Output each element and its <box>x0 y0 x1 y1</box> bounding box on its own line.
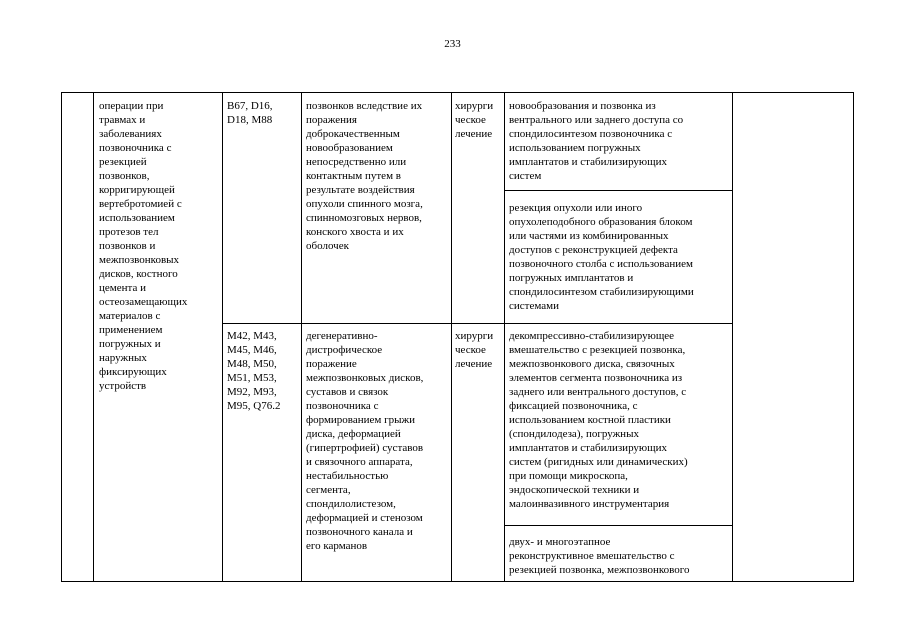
column-divider <box>93 93 94 581</box>
column-divider <box>451 93 452 581</box>
diagnosis-codes: В67, D16, D18, М88 <box>227 100 273 126</box>
diagnosis-codes: М42, М43, М45, М46, М48, М50, М51, М53, М92, М93, М95, Q76.2 <box>227 330 281 412</box>
column-divider <box>222 93 223 581</box>
operation-name: операции при травмах и заболеваниях позвоночника с резекцией позвонков, корригирующей вертебротомией с использованием протезов тел позвонков и межпозвонковых дисков, костного цемента и остеозамещающих материалов с применением погружных и наружных фиксирующих устройств <box>99 100 188 392</box>
treatment-method: двух- и многоэтапное реконструктивное вмешательство с резекцией позвонка, межпозвонкового <box>509 536 690 576</box>
treatment-method: декомпрессивно-стабилизирующее вмешательство с резекцией позвонка, межпозвонкового диска, связочных элементов сегмента позвоночника из заднего или вентрального доступов, с фиксацией позвоночника, с использованием костной пластики (спондилодеза), погружных имплантатов и стабилизирующих систем (ригидных или динамических) при помощи микроскопа, эндоскопической техники и малоинвазивного инструментария <box>509 330 688 510</box>
table <box>61 92 854 582</box>
treatment-method: новообразования и позвонка из вентрального или заднего доступа со спондилосинтезом позвоночника с использованием погружных имплантатов и стабилизирующих систем <box>509 100 684 182</box>
column-divider <box>732 93 733 581</box>
condition-description: позвонков вследствие их поражения доброкачественным новообразованием непосредственно или контактным путем в результате воздействия опухоли спинного мозга, спинномозговых нервов, конского хвоста и их оболочек <box>306 100 423 252</box>
row-divider <box>504 190 732 191</box>
row-divider <box>222 323 732 324</box>
row-divider <box>504 525 732 526</box>
treatment-type: хирурги ческое лечение <box>455 330 494 370</box>
treatment-type: хирурги ческое лечение <box>455 100 494 140</box>
column-divider <box>301 93 302 581</box>
condition-description: дегенеративно- дистрофическое поражение межпозвонковых дисков, суставов и связок позвоночника с формированием грыжи диска, деформацией (гипертрофией) суставов и связочного аппарата, нестабильностью сегмента, спондилолистезом, деформацией и стенозом позвоночного канала и его карманов <box>306 330 424 552</box>
treatment-method: резекция опухоли или иного опухолеподобного образования блоком или частями из комбинированных доступов с реконструкцией дефекта позвоночного столба с использованием погружных имплантатов и спондилосинтезом стабилизирующими системами <box>509 202 694 312</box>
column-divider <box>504 93 505 581</box>
page-number: 233 <box>444 38 461 50</box>
